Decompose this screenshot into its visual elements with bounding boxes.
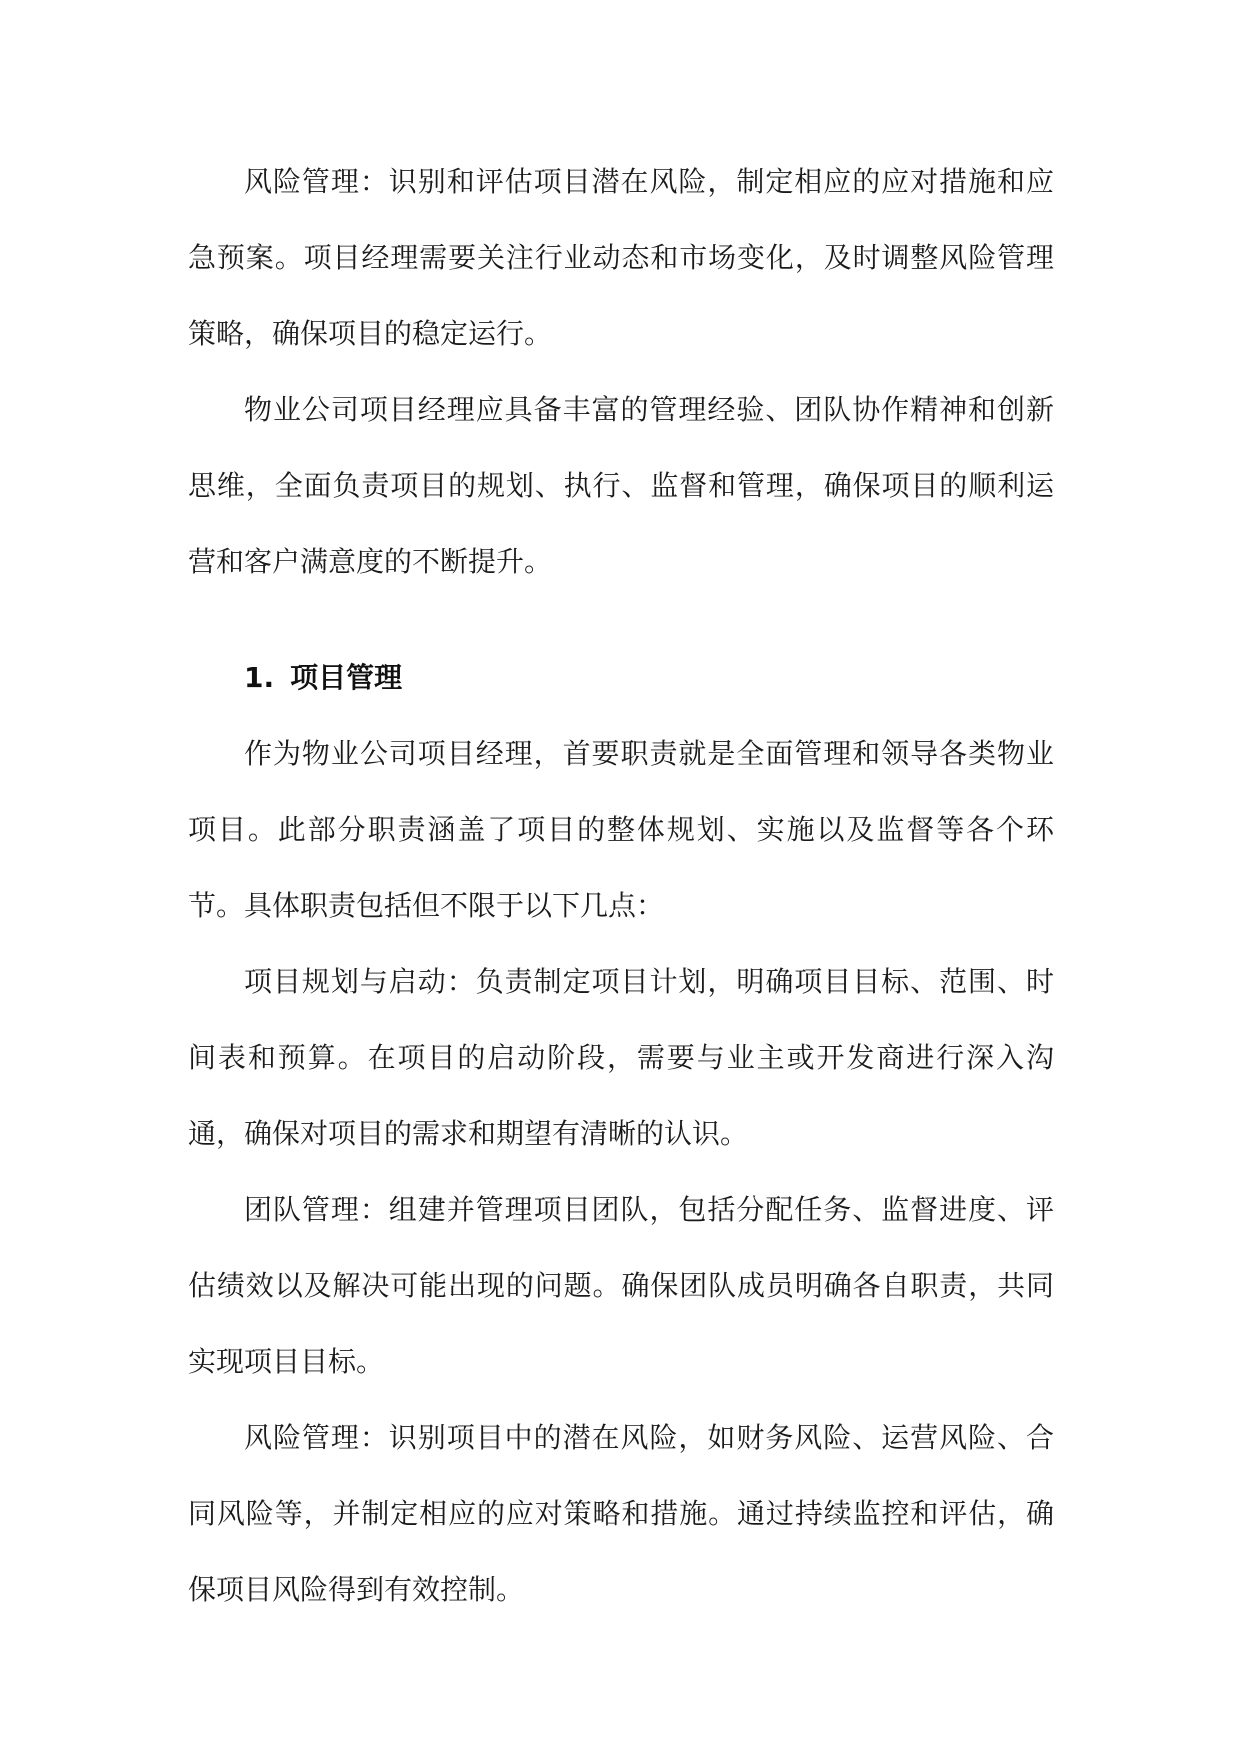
- paragraph-project-management-overview: 作为物业公司项目经理，首要职责就是全面管理和领导各类物业项目。此部分职责涵盖了项目的整体规划、实施以及监督等各个环节。具体职责包括但不限于以下几点：: [188, 737, 1054, 922]
- section-number: 1.: [244, 661, 275, 694]
- paragraph-manager-summary: 物业公司项目经理应具备丰富的管理经验、团队协作精神和创新思维，全面负责项目的规划、执行、监督和管理，确保项目的顺利运营和客户满意度的不断提升。: [188, 393, 1054, 578]
- paragraph-risk-management-intro: 风险管理：识别和评估项目潜在风险，制定相应的应对措施和应急预案。项目经理需要关注行业动态和市场变化，及时调整风险管理策略，确保项目的稳定运行。: [188, 165, 1054, 350]
- document-body: [188, 144, 1054, 1628]
- paragraph-risk-management: 风险管理：识别项目中的潜在风险，如财务风险、运营风险、合同风险等，并制定相应的应对策略和措施。通过持续监控和评估，确保项目风险得到有效控制。: [188, 1421, 1054, 1606]
- paragraph-planning-and-initiation: 项目规划与启动：负责制定项目计划，明确项目目标、范围、时间表和预算。在项目的启动阶段，需要与业主或开发商进行深入沟通，确保对项目的需求和期望有清晰的认识。: [188, 965, 1054, 1150]
- section-heading: [188, 640, 1054, 716]
- paragraph-team-management: 团队管理：组建并管理项目团队，包括分配任务、监督进度、评估绩效以及解决可能出现的问题。确保团队成员明确各自职责，共同实现项目目标。: [188, 1193, 1054, 1378]
- section-title: 项目管理: [290, 661, 403, 694]
